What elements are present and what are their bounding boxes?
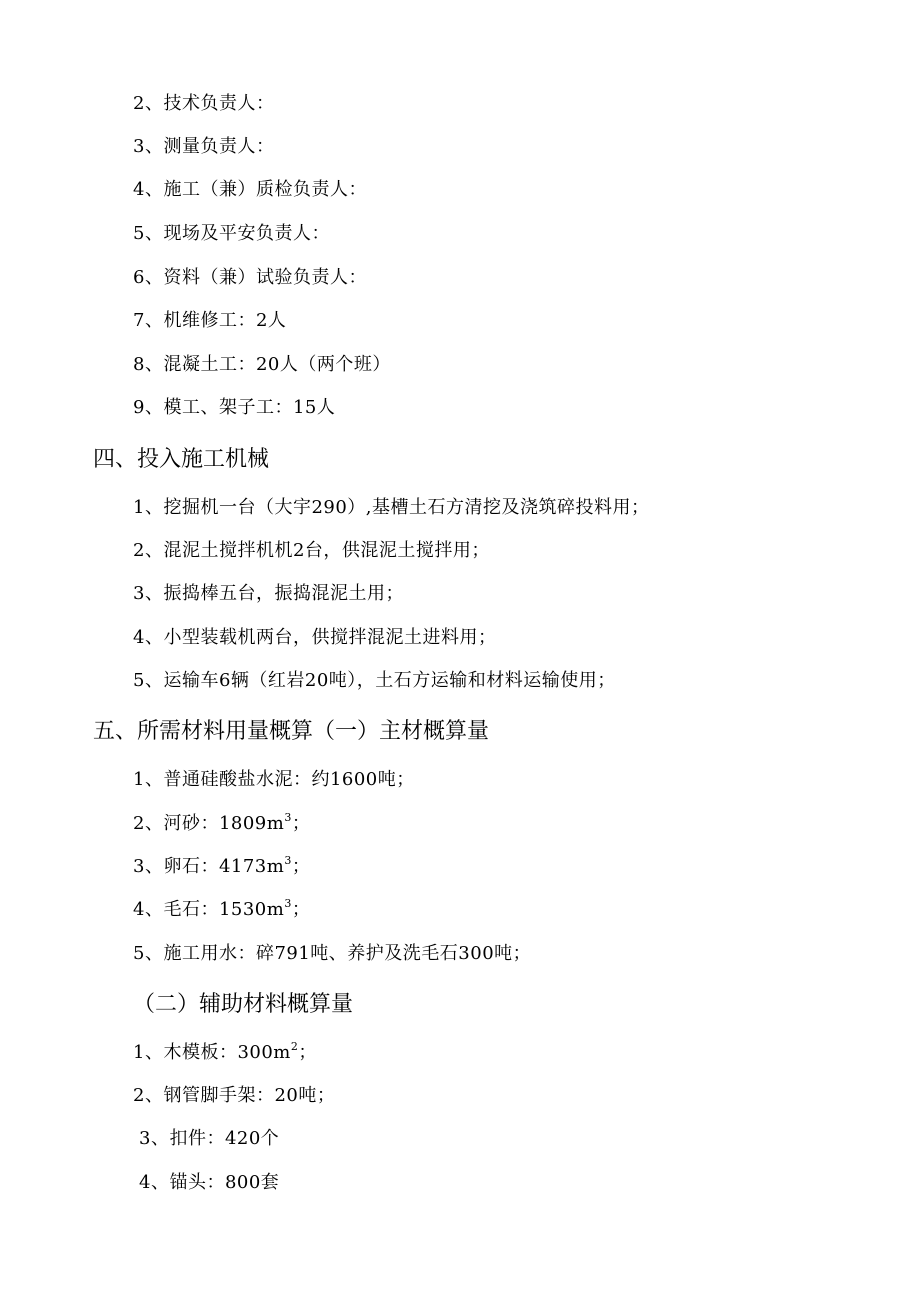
superscript-3: 3 (284, 854, 292, 867)
machinery-item-transport-truck: 5、运输车6辆（红岩20吨），土石方运输和材料运输使用； (133, 670, 616, 691)
staff-item-concrete-workers: 8、混凝土工：20人（两个班） (133, 354, 391, 375)
superscript-3: 3 (284, 811, 292, 824)
staff-item-documents-testing-lead: 6、资料（兼）试验负责人： (133, 267, 367, 288)
semicolon: ； (291, 813, 311, 834)
material-item-river-sand-text: 2、河砂：1809m (133, 813, 285, 834)
material-item-pebbles (133, 855, 310, 879)
staff-item-machine-repair: 7、机维修工：2人 (133, 310, 287, 331)
material-item-rubble-stone (133, 898, 310, 922)
material-item-construction-water: 5、施工用水：碎791吨、养护及洗毛石300吨； (133, 943, 532, 964)
aux-item-wood-formwork (133, 1041, 317, 1065)
material-item-pebbles-text: 3、卵石：4173m (133, 856, 285, 877)
semicolon: ； (291, 856, 311, 877)
staff-item-survey-lead: 3、测量负责人： (133, 136, 275, 157)
section-heading-auxiliary-materials: （二）辅助材料概算量 (133, 992, 354, 1017)
superscript-3: 3 (284, 897, 292, 910)
staff-item-site-safety-lead: 5、现场及平安负责人： (133, 223, 330, 244)
staff-item-formwork-scaffold: 9、模工、架子工：15人 (133, 397, 336, 418)
staff-item-construction-qc-lead: 4、施工（兼）质检负责人： (133, 179, 367, 200)
material-item-rubble-stone-text: 4、毛石：1530m (133, 899, 285, 920)
material-item-river-sand (133, 812, 310, 836)
material-item-cement: 1、普通硅酸盐水泥：约1600吨； (133, 769, 415, 790)
semicolon: ； (291, 899, 311, 920)
section-heading-materials: 五、所需材料用量概算（一）主材概算量 (93, 719, 490, 744)
aux-item-fasteners: 3、扣件：420个 (139, 1128, 280, 1149)
machinery-item-loader: 4、小型装载机两台，供搅拌混泥土进料用； (133, 627, 497, 648)
superscript-2: 2 (290, 1040, 299, 1053)
machinery-item-mixer: 2、混泥土搅拌机机2台，供混泥土搅拌用； (133, 540, 490, 561)
machinery-item-vibrator: 3、振捣棒五台，振捣混泥土用； (133, 583, 404, 604)
aux-item-anchor-heads: 4、锚头：800套 (139, 1172, 280, 1193)
aux-item-wood-formwork-text: 1、木模板：300m (133, 1042, 291, 1063)
machinery-item-excavator: 1、挖掘机一台（大宇290）,基槽土石方清挖及浇筑碎投料用； (133, 497, 650, 518)
section-heading-machinery: 四、投入施工机械 (93, 447, 270, 472)
semicolon: ； (298, 1042, 317, 1063)
staff-item-technical-lead: 2、技术负责人： (133, 93, 275, 114)
aux-item-steel-scaffold: 2、钢管脚手架：20吨； (133, 1085, 336, 1106)
